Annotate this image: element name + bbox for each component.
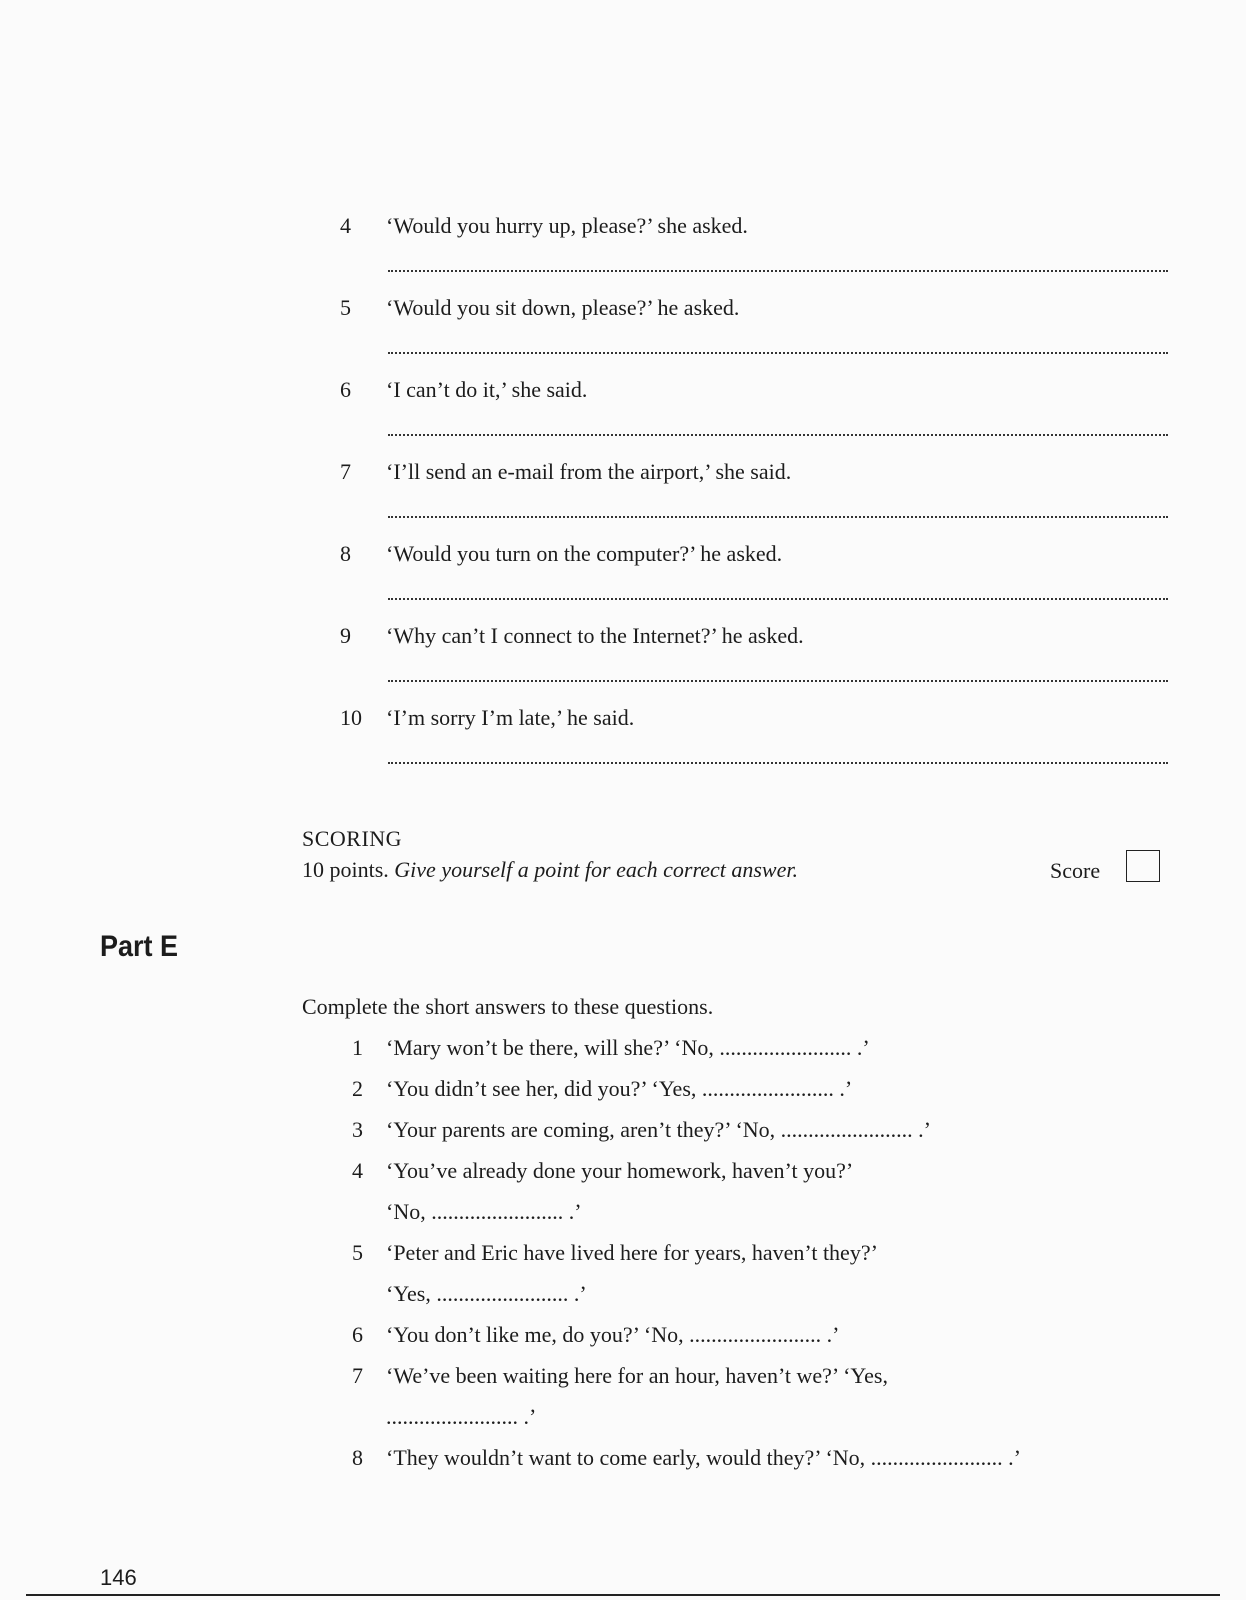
question-text: ‘I’m sorry I’m late,’ he said. xyxy=(386,705,635,730)
question-text: ‘Why can’t I connect to the Internet?’ he asked. xyxy=(386,623,804,648)
scoring-title: SCORING xyxy=(302,826,403,851)
footer-rule xyxy=(26,1594,1220,1596)
answer-line[interactable] xyxy=(388,516,1168,518)
item-number: 1 xyxy=(352,1035,363,1060)
item-text[interactable]: ‘Your parents are coming, aren’t they?’ ‘No, ........................ .’ xyxy=(386,1117,931,1142)
question-number: 8 xyxy=(340,541,351,566)
item-number: 3 xyxy=(352,1117,363,1142)
answer-line[interactable] xyxy=(388,762,1168,764)
scoring-instruction xyxy=(302,857,798,883)
item-text: ‘We’ve been waiting here for an hour, haven’t we?’ ‘Yes, xyxy=(386,1363,888,1388)
part-instruction: Complete the short answers to these questions. xyxy=(302,994,714,1019)
scoring-note: Give yourself a point for each correct answer. xyxy=(394,857,798,882)
scoring-points: 10 points. xyxy=(302,857,389,882)
question-number: 5 xyxy=(340,295,351,320)
item-text[interactable]: ‘You don’t like me, do you?’ ‘No, ........................ .’ xyxy=(386,1322,840,1347)
item-answer-line[interactable]: ........................ .’ xyxy=(386,1404,537,1429)
item-answer-line[interactable]: ‘Yes, ........................ .’ xyxy=(386,1281,587,1306)
item-number: 7 xyxy=(352,1363,363,1388)
item-number: 6 xyxy=(352,1322,363,1347)
item-text: ‘You’ve already done your homework, haven’t you?’ xyxy=(386,1158,854,1183)
item-number: 8 xyxy=(352,1445,363,1470)
question-number: 9 xyxy=(340,623,351,648)
answer-line[interactable] xyxy=(388,598,1168,600)
question-number: 6 xyxy=(340,377,351,402)
item-text[interactable]: ‘They wouldn’t want to come early, would they?’ ‘No, ........................ .’ xyxy=(386,1445,1022,1470)
question-number: 7 xyxy=(340,459,351,484)
score-box[interactable] xyxy=(1126,850,1160,882)
part-heading: Part E xyxy=(100,930,179,963)
answer-line[interactable] xyxy=(388,680,1168,682)
score-label: Score xyxy=(1050,858,1101,883)
item-number: 2 xyxy=(352,1076,363,1101)
answer-line[interactable] xyxy=(388,270,1168,272)
item-text: ‘Peter and Eric have lived here for years, haven’t they?’ xyxy=(386,1240,878,1265)
item-text[interactable]: ‘Mary won’t be there, will she?’ ‘No, ........................ .’ xyxy=(386,1035,870,1060)
item-answer-line[interactable]: ‘No, ........................ .’ xyxy=(386,1199,582,1224)
question-text: ‘Would you turn on the computer?’ he asked. xyxy=(386,541,783,566)
item-number: 5 xyxy=(352,1240,363,1265)
question-number: 10 xyxy=(340,705,362,730)
question-text: ‘Would you sit down, please?’ he asked. xyxy=(386,295,740,320)
page-number: 146 xyxy=(100,1565,137,1590)
item-number: 4 xyxy=(352,1158,363,1183)
question-text: ‘Would you hurry up, please?’ she asked. xyxy=(386,213,748,238)
question-text: ‘I can’t do it,’ she said. xyxy=(386,377,588,402)
answer-line[interactable] xyxy=(388,352,1168,354)
question-number: 4 xyxy=(340,213,351,238)
item-text[interactable]: ‘You didn’t see her, did you?’ ‘Yes, ........................ .’ xyxy=(386,1076,853,1101)
answer-line[interactable] xyxy=(388,434,1168,436)
question-text: ‘I’ll send an e-mail from the airport,’ she said. xyxy=(386,459,792,484)
